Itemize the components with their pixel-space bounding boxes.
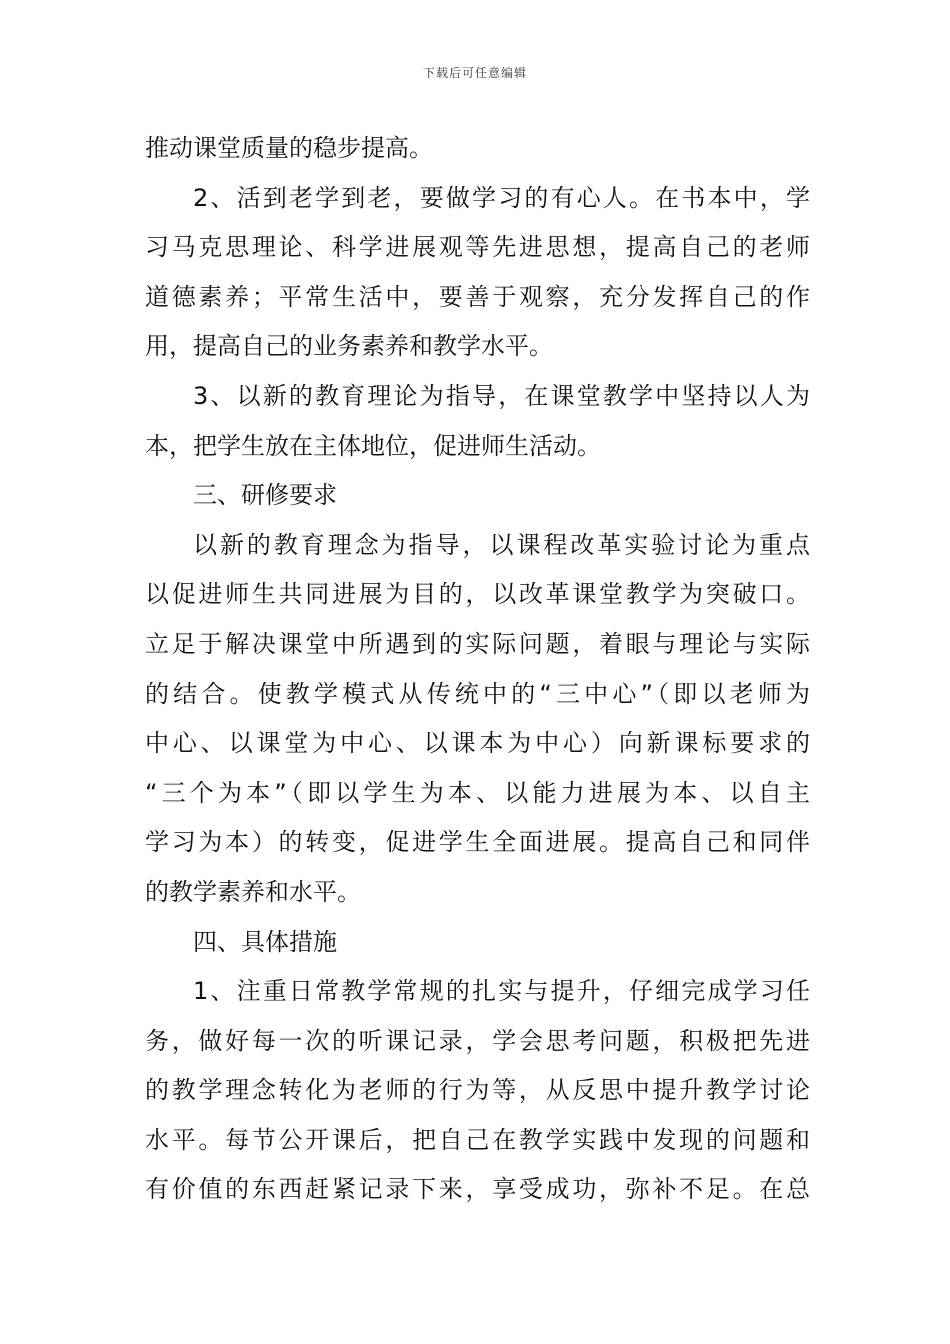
text-line: 立足于解决课堂中所遇到的实际问题，着眼与理论与实际	[145, 629, 810, 658]
section-heading: 四、具体措施	[193, 927, 337, 956]
text-line: 以新的教育理念为指导，以课程改革实验讨论为重点	[193, 530, 810, 559]
header-note: 下载后可任意编辑	[422, 66, 527, 80]
text-line: 1、注重日常教学常规的扎实与提升，仔细完成学习任	[193, 977, 810, 1006]
document-body	[145, 124, 810, 1215]
text-line: 习马克思理论、科学进展观等先进思想，提高自己的老师	[145, 233, 810, 262]
text-line: 2、活到老学到老，要做学习的有心人。在书本中，学	[193, 183, 810, 212]
text-line: 以促进师生共同进展为目的，以改革课堂教学为突破口。	[145, 580, 810, 609]
text-line: 学习为本）的转变，促进学生全面进展。提高自己和同伴	[145, 828, 810, 857]
text-line: 有价值的东西赶紧记录下来，享受成功，弥补不足。在总	[145, 1175, 810, 1204]
section-heading: 三、研修要求	[193, 481, 337, 510]
text-line: 推动课堂质量的稳步提高。	[145, 134, 433, 162]
text-line: “三个为本”（即以学生为本、以能力进展为本、以自主	[145, 778, 810, 807]
text-line: 的结合。使教学模式从传统中的“三中心”（即以老师为	[145, 679, 810, 708]
text-line: 中心、以课堂为中心、以课本为中心）向新课标要求的	[145, 729, 810, 758]
text-line: 水平。每节公开课后，把自己在教学实践中发现的问题和	[145, 1125, 810, 1154]
text-line: 用，提高自己的业务素养和教学水平。	[145, 332, 553, 361]
text-line: 3、以新的教育理论为指导，在课堂教学中坚持以人为	[193, 381, 810, 410]
text-line: 务，做好每一次的听课记录，学会思考问题，积极把先进	[145, 1026, 810, 1055]
text-line: 本，把学生放在主体地位，促进师生活动。	[145, 431, 601, 460]
text-line: 道德素养；平常生活中，要善于观察，充分发挥自己的作	[145, 282, 810, 311]
text-line: 的教学素养和水平。	[145, 877, 361, 906]
text-line: 的教学理念转化为老师的行为等，从反思中提升教学讨论	[145, 1076, 810, 1105]
